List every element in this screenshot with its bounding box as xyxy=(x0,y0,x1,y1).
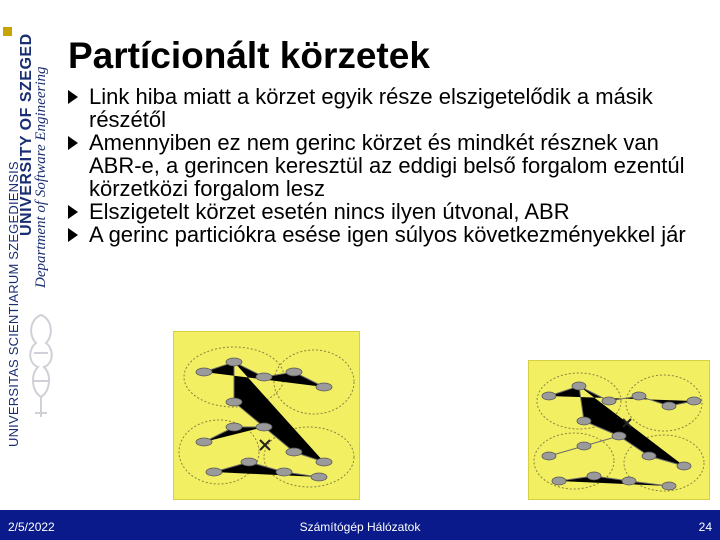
network-diagram-image-2 xyxy=(528,360,710,500)
bullet-item xyxy=(68,223,708,246)
crest-watermark-icon xyxy=(22,305,60,425)
footer-date: 2/5/2022 xyxy=(8,520,55,534)
triangle-bullet-icon xyxy=(68,90,78,104)
sidebar-university-text: UNIVERSITY OF SZEGED xyxy=(18,33,35,236)
bullet-text: A gerinc particiókra esése igen súlyos következményekkel jár xyxy=(89,222,686,247)
triangle-bullet-icon xyxy=(68,136,78,150)
network-diagram-image-1 xyxy=(173,331,360,500)
footer-bar xyxy=(0,510,720,540)
sidebar-logo xyxy=(0,0,60,470)
sidebar-latin-text: UNIVERSITAS SCIENTIARUM SZEGEDIENSIS xyxy=(6,161,21,447)
bullet-text: Elszigetelt körzet esetén nincs ilyen útvonal, ABR xyxy=(89,199,570,224)
triangle-bullet-icon xyxy=(68,228,78,242)
bullet-list xyxy=(68,85,708,246)
sidebar-department-text: Department of Software Engineering xyxy=(33,66,49,288)
bullet-text: Link hiba miatt a körzet egyik része elszigetelődik a másik részétől xyxy=(89,84,653,132)
bullet-item xyxy=(68,85,708,131)
bullet-text: Amennyiben ez nem gerinc körzet és mindkét résznek van ABR-e, a gerincen keresztül az eddigi belső forgalom ezentúl körzetközi forgalom lesz xyxy=(89,130,685,201)
slide-title: Partícionált körzetek xyxy=(68,35,430,76)
bullet-item xyxy=(68,200,708,223)
footer-page-number: 24 xyxy=(698,520,712,534)
triangle-bullet-icon xyxy=(68,205,78,219)
bullet-item xyxy=(68,131,708,200)
footer-course-title: Számítógép Hálózatok xyxy=(299,520,421,534)
